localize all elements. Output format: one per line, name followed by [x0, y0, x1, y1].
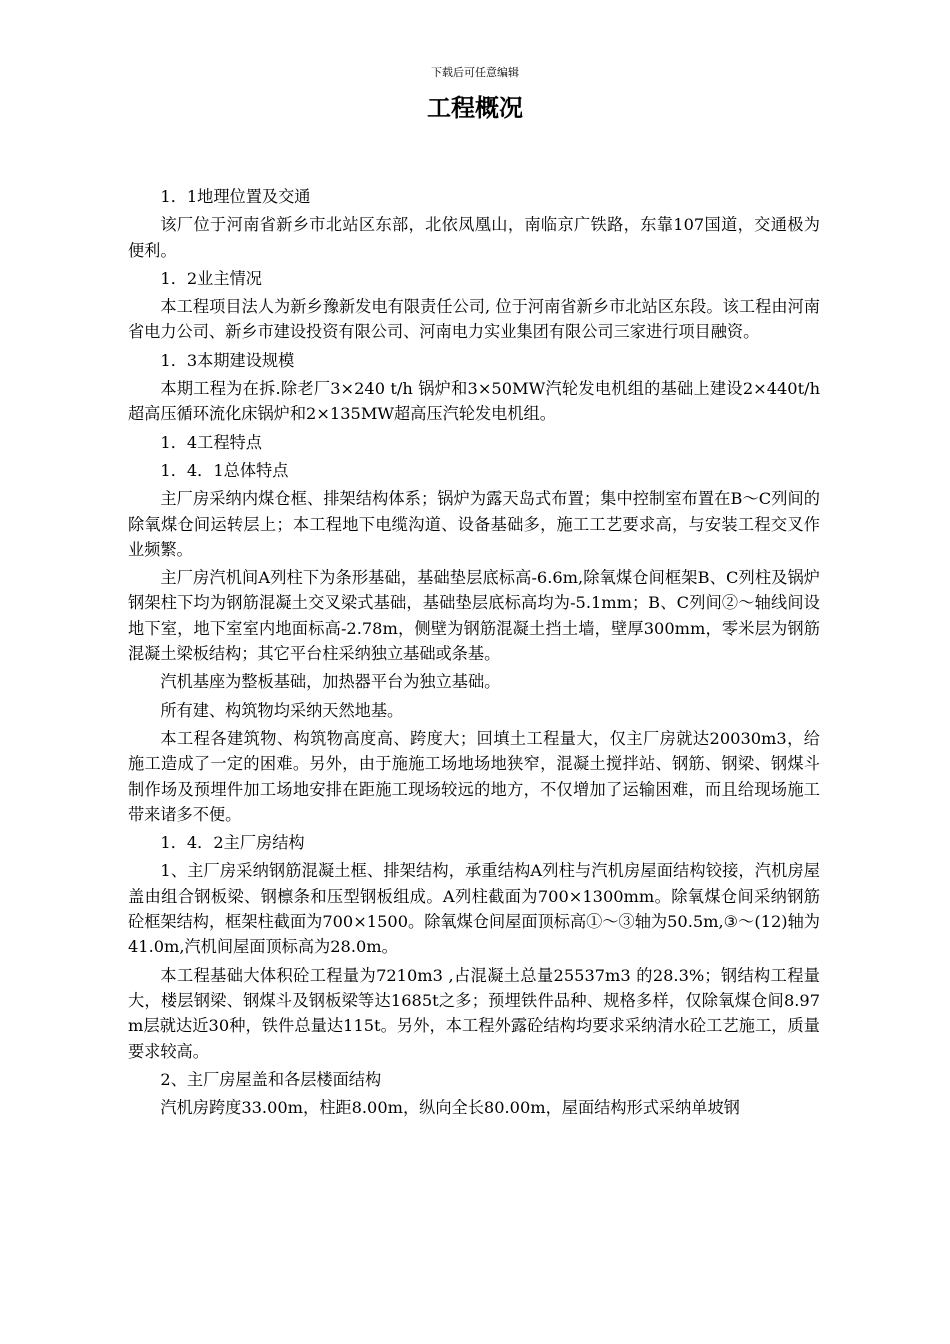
- paragraph-overall-4: 所有建、构筑物均采纳天然地基。: [160, 700, 404, 720]
- section-heading-1-4: 1．4工程特点: [160, 432, 262, 452]
- section-heading-1-4-2: 1．4．2主厂房结构: [160, 833, 305, 853]
- document-body: [128, 184, 820, 1123]
- paragraph-roof: 汽机房跨度33.00m，柱距8.00m，纵向全长80.00m，屋面结构形式采纳单坡钢: [160, 1098, 740, 1118]
- paragraph-overall-5: 本工程各建筑物、构筑物高度高、跨度大；回填土工程量大，仅主厂房就达20030m3，给施工造成了一定的困难。另外，由于施施工场地场地狭窄，混凝土搅拌站、钢筋、钢梁、钢煤斗制作场及预埋件加工场地安排在距施工现场较远的地方，不仅增加了运输困难，而且给现场施工带来诸多不便。: [128, 728, 820, 824]
- document-title: 工程概况: [427, 94, 523, 122]
- subheading-roof-floors: 2、主厂房屋盖和各层楼面结构: [160, 1069, 382, 1089]
- paragraph-scale: 本期工程为在拆.除老厂3×240 t/h 锅炉和3×50MW汽轮发电机组的基础上建设2×440t/h 超高压循环流化床锅炉和2×135MW超高压汽轮发电机组。: [128, 379, 820, 424]
- section-heading-1-1: 1．1地理位置及交通: [160, 187, 311, 206]
- paragraph-structure-2: 本工程基础大体积砼工程量为7210m3 ,占混凝土总量25537m3 的28.3%；钢结构工程量大，楼层钢梁、钢煤斗及钢板梁等达1685t之多；预埋铁件品种、规格多样，仅除氧煤仓间8.97m层就达近30种，铁件总量达115t。另外，本工程外露砼结构均要求采纳清水砼工艺施工，质量要求较高。: [128, 965, 820, 1061]
- section-heading-1-2: 1．2业主情况: [160, 268, 262, 288]
- paragraph-structure-1: 1、主厂房采纳钢筋混凝土框、排架结构，承重结构A列柱与汽机房屋面结构铰接，汽机房屋盖由组合钢板梁、钢檩条和压型钢板组成。A列柱截面为700×1300mm。除氧煤仓间采纳钢筋砼框架结构，框架柱截面为700×1500。除氧煤仓间屋面顶标高①～③轴为50.5m,③～(12)轴为41.0m,汽机间屋面顶标高为28.0m。: [128, 861, 820, 957]
- paragraph-overall-2: 主厂房汽机间A列柱下为条形基础，基础垫层底标高-6.6m,除氧煤仓间框架B、C列柱及锅炉钢架柱下均为钢筋混凝土交叉梁式基础，基础垫层底标高均为-5.1mm；B、C列间②～轴线间设地下室，地下室室内地面标高-2.78m，侧壁为钢筋混凝土挡土墙，壁厚300mm，零米层为钢筋混凝土梁板结构；其它平台柱采纳独立基础或条基。: [128, 568, 820, 664]
- section-heading-1-3: 1．3本期建设规模: [160, 350, 295, 370]
- section-heading-1-4-1: 1．4．1总体特点: [160, 460, 289, 480]
- paragraph-location: 该厂位于河南省新乡市北站区东部，北依凤凰山，南临京广铁路，东靠107国道，交通极为便利。: [128, 215, 820, 260]
- paragraph-overall-3: 汽机基座为整板基础，加热器平台为独立基础。: [160, 672, 501, 692]
- paragraph-owner: 本工程项目法人为新乡豫新发电有限责任公司, 位于河南省新乡市北站区东段。该工程由河南省电力公司、新乡市建设投资有限公司、河南电力实业集团有限公司三家进行项目融资。: [128, 297, 820, 342]
- paragraph-overall-1: 主厂房采纳内煤仓框、排架结构体系；锅炉为露天岛式布置；集中控制室布置在B～C列间的除氧煤仓间运转层上；本工程地下电缆沟道、设备基础多，施工工艺要求高，与安装工程交叉作业频繁。: [128, 489, 820, 559]
- header-note: 下载后可任意编辑: [431, 66, 519, 79]
